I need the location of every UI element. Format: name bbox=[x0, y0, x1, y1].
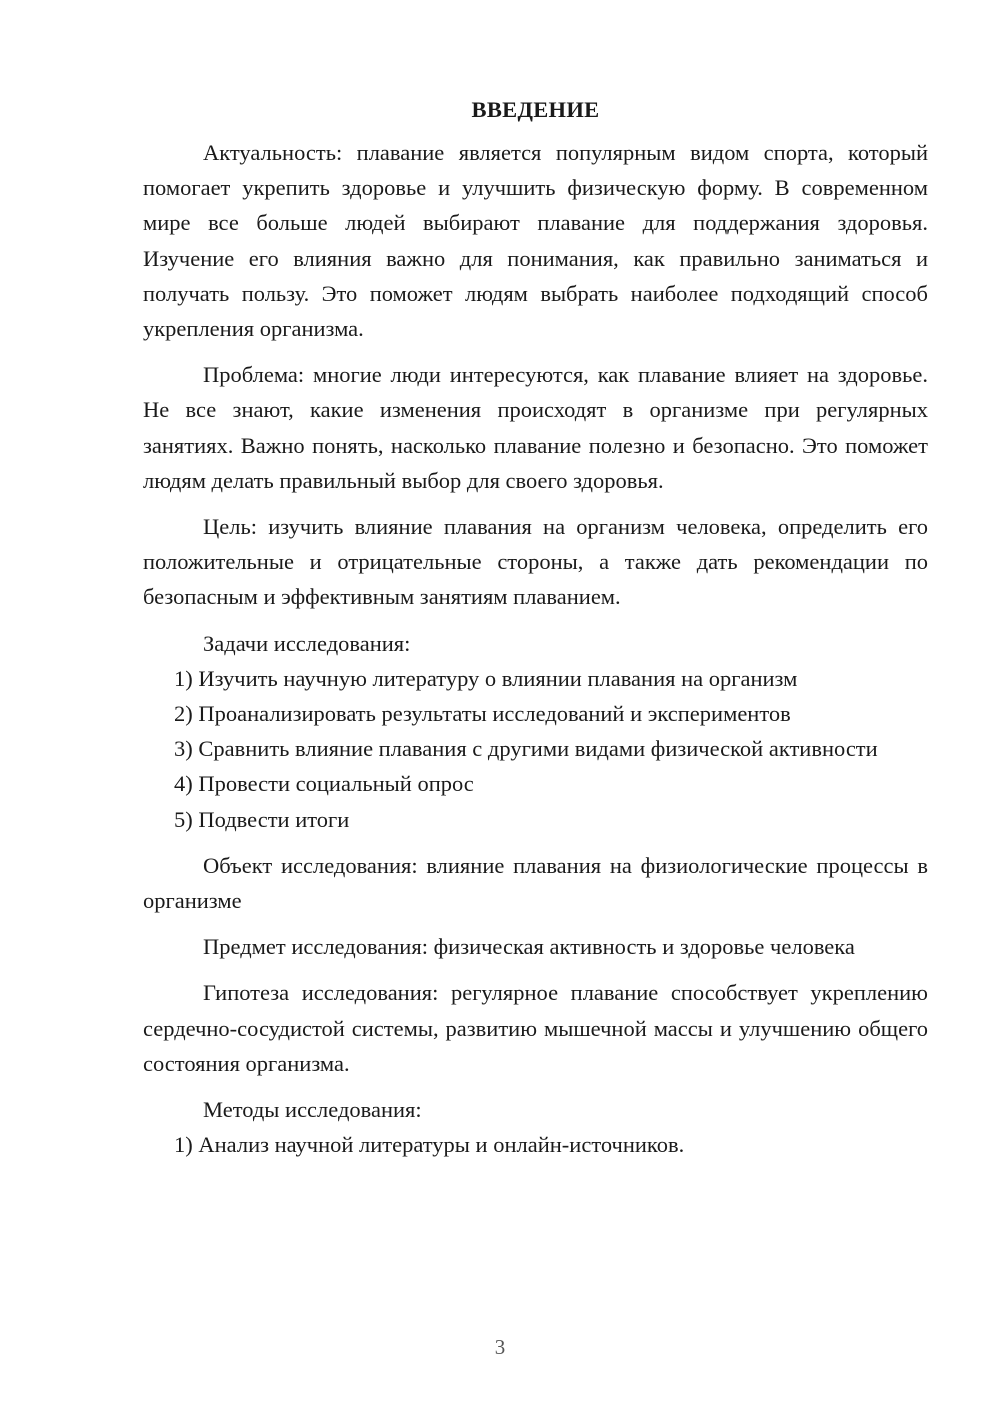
methods-heading: Методы исследования: bbox=[203, 1097, 422, 1123]
paragraph-hypothesis: Гипотеза исследования: регулярное плавание способствует укреплению сердечно-сосудистой системы, развитию мышечной массы и улучшению общего состояния организма. bbox=[143, 980, 928, 1076]
tasks-heading: Задачи исследования: bbox=[203, 630, 411, 656]
paragraph-object: Объект исследования: влияние плавания на физиологические процессы в организме bbox=[143, 852, 928, 914]
paragraph-problem: Проблема: многие люди интересуются, как плавание влияет на здоровье. Не все знают, какие изменения происходят в организме при регулярных занятиях. Важно понять, насколько плавание полезно и безопасно. Это поможет людям делать правильный выбор для своего здоровья. bbox=[143, 362, 928, 493]
task-item-4: 4) Провести социальный опрос bbox=[174, 771, 474, 797]
task-item-1: 1) Изучить научную литературу о влиянии плавания на организм bbox=[174, 665, 798, 691]
page-title: ВВЕДЕНИЕ bbox=[471, 97, 600, 122]
task-item-5: 5) Подвести итоги bbox=[174, 806, 350, 832]
paragraph-relevance: Актуальность: плавание является популярным видом спорта, который помогает укрепить здоровье и улучшить физическую форму. В современном мире все больше людей выбирают плавание для поддержания здоровья. Изучение его влияния важно для понимания, как правильно заниматься и получать пользу. Это поможет людям выбрать наиболее подходящий способ укрепления организма. bbox=[143, 140, 928, 342]
paragraph-goal: Цель: изучить влияние плавания на организм человека, определить его положительные и отрицательные стороны, а также дать рекомендации по безопасным и эффективным занятиям плаванием. bbox=[143, 514, 928, 610]
method-item-1: 1) Анализ научной литературы и онлайн-источников. bbox=[174, 1132, 685, 1158]
page-content bbox=[143, 92, 928, 1162]
page-number: 3 bbox=[494, 1335, 506, 1359]
task-item-2: 2) Проанализировать результаты исследований и экспериментов bbox=[174, 701, 791, 727]
task-item-3: 3) Сравнить влияние плавания с другими видами физической активности bbox=[174, 736, 878, 762]
paragraph-subject: Предмет исследования: физическая активность и здоровье человека bbox=[203, 934, 855, 960]
